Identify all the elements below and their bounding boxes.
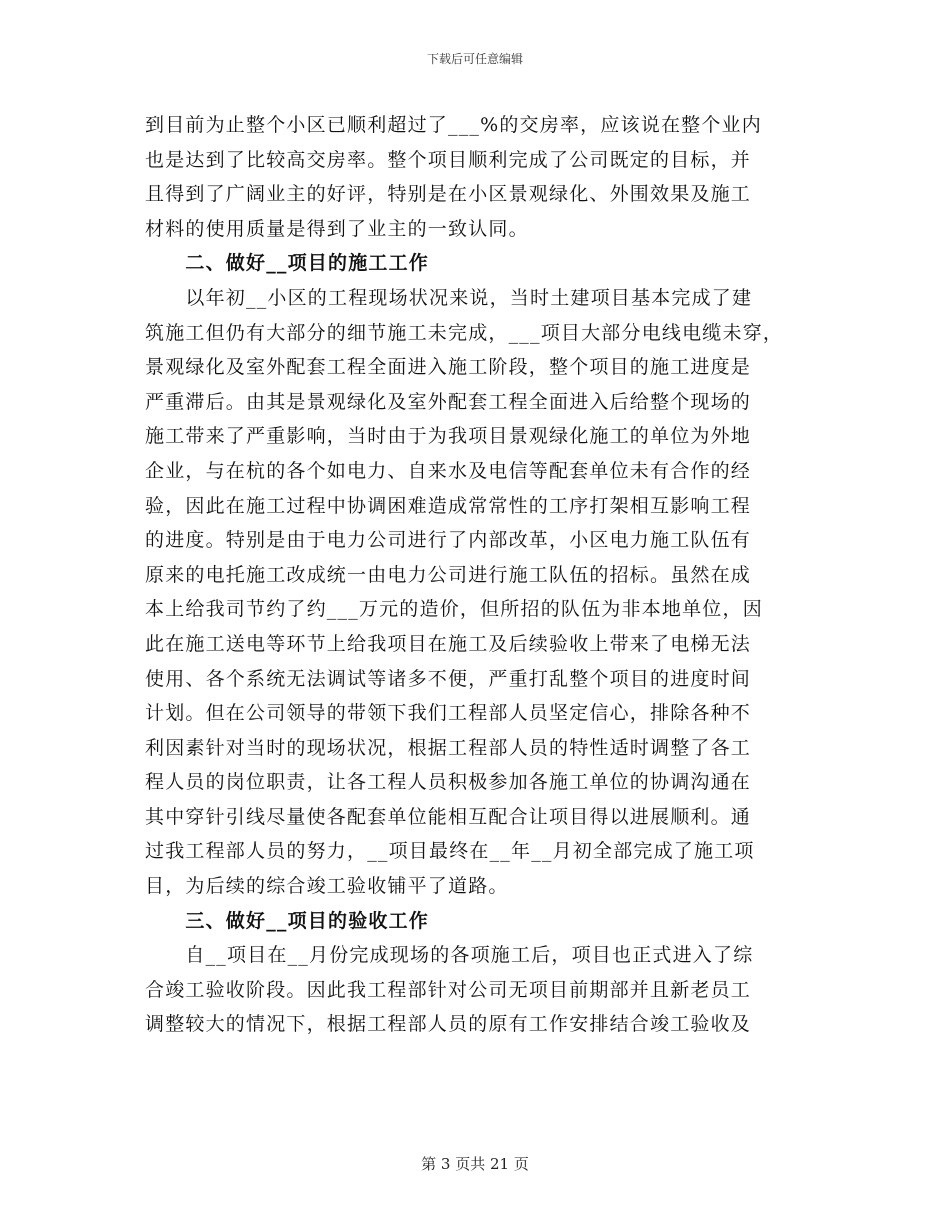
page-header: 下载后可任意编辑	[426, 52, 523, 66]
text-line: 自__项目在__月份完成现场的各项施工后，项目也正式进入了综	[145, 944, 754, 967]
text-line: 计划。但在公司领导的带领下我们工程部人员坚定信心，排除各种不	[145, 702, 752, 725]
text-line: 调整较大的情况下，根据工程部人员的原有工作安排结合竣工验收及	[145, 1013, 752, 1036]
text-line: 且得到了广阔业主的好评，特别是在小区景观绿化、外围效果及施工	[145, 183, 752, 206]
text-line: 过我工程部人员的努力，__项目最终在__年__月初全部完成了施工项	[145, 840, 755, 863]
text-line: 的进度。特别是由于电力公司进行了内部改革，小区电力施工队伍有	[145, 529, 752, 552]
text-line: 利因素针对当时的现场状况，根据工程部人员的特性适时调整了各工	[145, 736, 752, 759]
text-line: 此在施工送电等环节上给我项目在施工及后续验收上带来了电梯无法	[145, 632, 752, 655]
text-line: 本上给我司节约了约___万元的造价，但所招的队伍为非本地单位，因	[145, 598, 763, 621]
text-line: 使用、各个系统无法调试等诸多不便，严重打乱整个项目的进度时间	[145, 667, 752, 690]
text-line: 企业，与在杭的各个如电力、自来水及电信等配套单位未有合作的经	[145, 459, 752, 482]
text-line: 到目前为止整个小区已顺利超过了___%的交房率，应该说在整个业内	[145, 114, 762, 136]
section-heading-2: 二、做好__项目的施工工作	[145, 252, 430, 275]
text-line: 景观绿化及室外配套工程全面进入施工阶段，整个项目的施工进度是	[145, 356, 752, 379]
text-line: 严重滞后。由其是景观绿化及室外配套工程全面进入后给整个现场的	[145, 390, 752, 413]
text-line: 目，为后续的综合竣工验收铺平了道路。	[145, 875, 509, 898]
text-line: 以年初__小区的工程现场状况来说，当时土建项目基本完成了建	[145, 286, 753, 309]
text-line: 筑施工但仍有大部分的细节施工未完成，___项目大部分电线电缆未穿，	[145, 321, 784, 344]
text-line: 施工带来了严重影响，当时由于为我项目景观绿化施工的单位为外地	[145, 425, 752, 448]
text-line: 合竣工验收阶段。因此我工程部针对公司无项目前期部并且新老员工	[145, 978, 752, 1001]
text-line: 验，因此在施工过程中协调困难造成常常性的工序打架相互影响工程	[145, 494, 752, 517]
page-footer: 第 3 页共 21 页	[421, 1155, 529, 1173]
document-body	[145, 108, 805, 1042]
text-line: 原来的电托施工改成统一由电力公司进行施工队伍的招标。虽然在成	[145, 563, 752, 586]
text-line: 材料的使用质量是得到了业主的一致认同。	[145, 217, 529, 240]
text-line: 程人员的岗位职责，让各工程人员积极参加各施工单位的协调沟通在	[145, 771, 752, 794]
text-line: 也是达到了比较高交房率。整个项目顺利完成了公司既定的目标，并	[145, 148, 752, 171]
text-line: 其中穿针引线尽量使各配套单位能相互配合让项目得以进展顺利。通	[145, 805, 752, 828]
section-heading-3: 三、做好__项目的验收工作	[145, 909, 430, 932]
